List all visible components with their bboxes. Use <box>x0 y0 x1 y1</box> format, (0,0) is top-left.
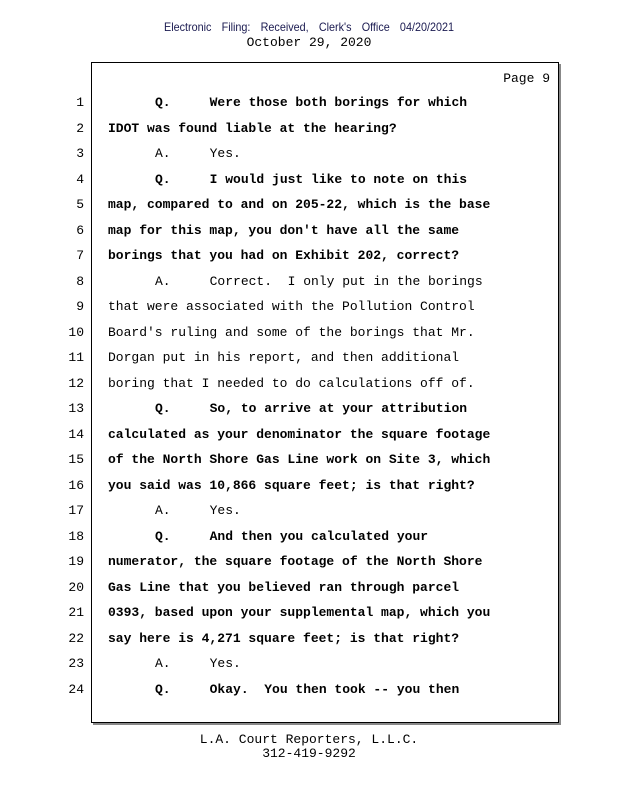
line-text: borings that you had on Exhibit 202, correct? <box>108 248 460 263</box>
transcript-line <box>0 374 618 394</box>
line-number: 22 <box>68 630 84 646</box>
transcript-line <box>0 170 618 190</box>
line-number: 24 <box>68 681 84 697</box>
line-number: 5 <box>76 197 84 212</box>
line-number: 21 <box>68 605 84 620</box>
line-number: 17 <box>68 503 84 518</box>
line-number: 12 <box>68 375 84 391</box>
line-number: 1 <box>76 95 84 110</box>
line-number: 18 <box>68 528 84 544</box>
filing-stamp: Electronic Filing: Received, Clerk's Office 04/20/2021 <box>164 20 454 34</box>
transcript-line <box>0 93 618 113</box>
transcript-date: October 29, 2020 <box>246 35 372 50</box>
line-text: Board's ruling and some of the borings that Mr. <box>108 324 475 340</box>
line-number: 10 <box>68 324 84 340</box>
transcript-line <box>0 195 618 215</box>
line-text: boring that I needed to do calculations off of. <box>108 375 475 391</box>
transcript-line <box>0 450 618 470</box>
line-text: Q. And then you calculated your <box>155 528 429 544</box>
line-number: 7 <box>76 248 84 263</box>
line-number: 20 <box>68 579 84 595</box>
transcript-line <box>0 221 618 241</box>
line-text: A. Correct. I only put in the borings <box>155 273 483 289</box>
line-text: map for this map, you don't have all the same <box>108 222 460 238</box>
line-text: Q. Okay. You then took -- you then <box>155 681 460 697</box>
line-number: 4 <box>76 171 84 187</box>
line-number: 16 <box>68 477 84 493</box>
transcript-line <box>0 501 618 521</box>
transcript-line <box>0 348 618 368</box>
line-text: calculated as your denominator the square footage <box>108 426 491 442</box>
line-text: numerator, the square footage of the North Shore <box>108 554 483 569</box>
line-text: you said was 10,866 square feet; is that right? <box>108 477 475 493</box>
line-text: say here is 4,271 square feet; is that right? <box>108 630 460 646</box>
line-number: 11 <box>68 350 84 365</box>
transcript-line <box>0 527 618 547</box>
line-text: of the North Shore Gas Line work on Site 3, which <box>108 452 491 467</box>
line-text: A. Yes. <box>155 656 241 671</box>
transcript-line <box>0 629 618 649</box>
transcript-line <box>0 297 618 317</box>
line-text: Q. So, to arrive at your attribution <box>155 401 468 416</box>
line-number: 9 <box>76 299 84 314</box>
line-text: A. Yes. <box>155 503 241 518</box>
line-number: 6 <box>76 222 84 238</box>
line-number: 3 <box>76 146 84 161</box>
line-text: Q. I would just like to note on this <box>155 171 468 187</box>
footer-company: L.A. Court Reporters, L.L.C. <box>199 732 419 747</box>
line-text: 0393, based upon your supplemental map, which you <box>108 605 491 620</box>
transcript-line <box>0 603 618 623</box>
transcript-line <box>0 552 618 572</box>
footer-phone: 312-419-9292 <box>262 746 356 761</box>
transcript-line <box>0 680 618 700</box>
transcript-line <box>0 272 618 292</box>
line-number: 15 <box>68 452 84 467</box>
line-number: 13 <box>68 401 84 416</box>
transcript-line <box>0 119 618 139</box>
page-number: Page 9 <box>503 71 550 86</box>
line-number: 19 <box>68 554 84 569</box>
line-text: map, compared to and on 205-22, which is the base <box>108 197 491 212</box>
line-text: IDOT was found liable at the hearing? <box>108 120 397 136</box>
transcript-line <box>0 399 618 419</box>
line-number: 14 <box>68 426 84 442</box>
transcript-line <box>0 246 618 266</box>
line-text: Gas Line that you believed ran through parcel <box>108 579 460 595</box>
transcript-line <box>0 425 618 445</box>
line-text: Q. Were those both borings for which <box>155 95 468 110</box>
transcript-line <box>0 476 618 496</box>
transcript-line <box>0 144 618 164</box>
line-number: 8 <box>76 273 84 289</box>
transcript-line <box>0 323 618 343</box>
line-number: 23 <box>68 656 84 671</box>
line-number: 2 <box>76 120 84 136</box>
transcript-line <box>0 654 618 674</box>
line-text: Dorgan put in his report, and then additional <box>108 350 460 365</box>
transcript-line <box>0 578 618 598</box>
line-text: A. Yes. <box>155 146 241 161</box>
line-text: that were associated with the Pollution Control <box>108 299 475 314</box>
